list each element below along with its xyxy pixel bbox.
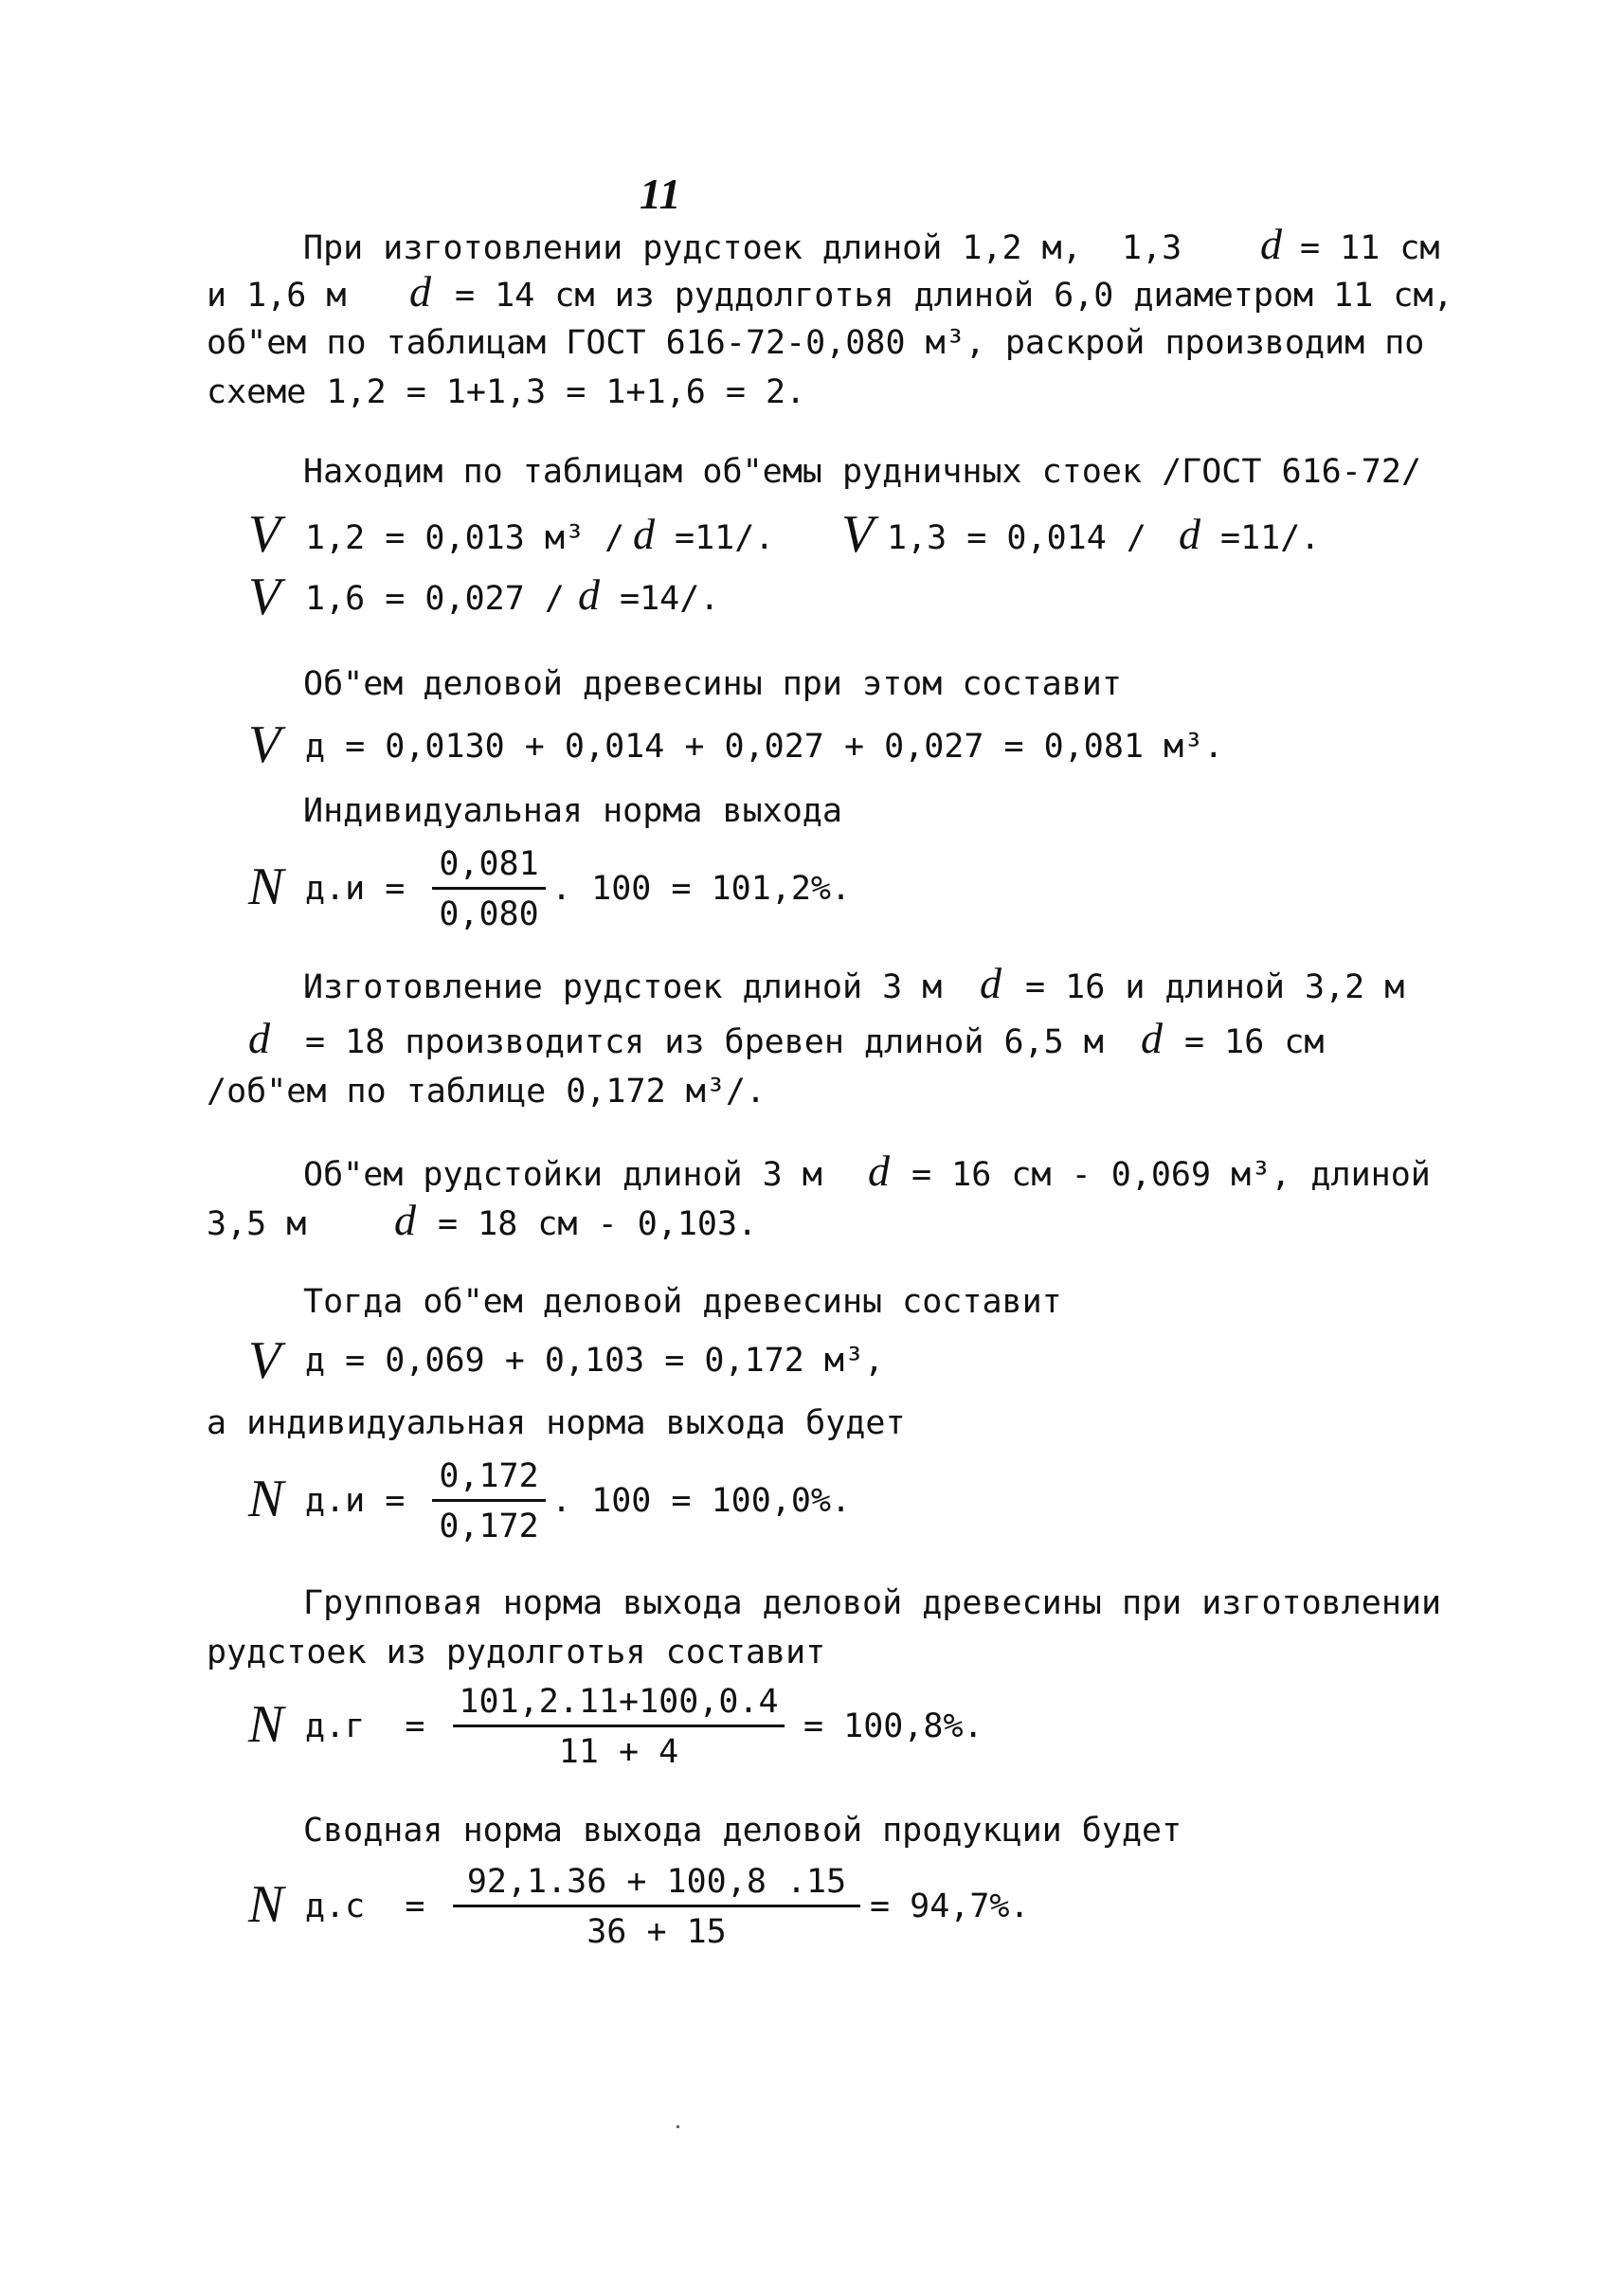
para8-label: д.г = bbox=[305, 1707, 425, 1745]
diameter-symbol: d bbox=[1141, 1014, 1163, 1062]
para1-line3: об"ем по таблицам ГОСТ 616-72-0,080 м³, раскрой производим по bbox=[207, 324, 1425, 362]
para1-line2a: и 1,6 м bbox=[207, 277, 347, 315]
norm-symbol: N bbox=[248, 858, 284, 916]
diameter-symbol: d bbox=[868, 1147, 890, 1195]
diameter-symbol: d bbox=[248, 1014, 270, 1062]
para1-line1b: = 11 см bbox=[1300, 229, 1440, 267]
para7-after: а индивидуальная норма выхода будет bbox=[207, 1404, 906, 1442]
diameter-symbol: d bbox=[1179, 510, 1200, 558]
para2-v1c: 1,3 = 0,014 / bbox=[887, 519, 1146, 557]
para8-result: = 100,8%. bbox=[803, 1707, 983, 1745]
para1-line4: схеме 1,2 = 1+1,3 = 1+1,6 = 2. bbox=[207, 373, 806, 411]
norm-symbol: N bbox=[248, 1875, 284, 1934]
para3-formula: д = 0,0130 + 0,014 + 0,027 + 0,027 = 0,081 м³. bbox=[305, 728, 1224, 766]
para7-label: д.и = bbox=[305, 1482, 406, 1520]
volume-symbol: V bbox=[248, 715, 281, 774]
fraction-numerator: 92,1.36 + 100,8 .15 bbox=[453, 1861, 860, 1907]
volume-symbol: V bbox=[248, 568, 281, 626]
volume-symbol: V bbox=[248, 1331, 281, 1390]
para2-v1d: =11/. bbox=[1220, 519, 1321, 557]
diameter-symbol: d bbox=[409, 267, 431, 316]
volume-symbol: V bbox=[841, 505, 875, 564]
para7-result: . 100 = 100,0%. bbox=[551, 1482, 852, 1520]
para5-line2b: = 16 см bbox=[1184, 1023, 1325, 1061]
para1-line1a: При изготовлении рудстоек длиной 1,2 м, 1,3 bbox=[303, 229, 1182, 267]
para6-line2b: = 18 см - 0,103. bbox=[438, 1205, 758, 1243]
diameter-symbol: d bbox=[1260, 220, 1282, 268]
para6-line2a: 3,5 м bbox=[207, 1205, 307, 1243]
fraction bbox=[432, 1455, 546, 1547]
para5-line2a: = 18 производится из бревен длиной 6,5 м bbox=[305, 1023, 1104, 1061]
scan-speck bbox=[677, 2125, 679, 2128]
norm-symbol: N bbox=[248, 1470, 284, 1528]
fraction-denominator: 0,172 bbox=[439, 1508, 539, 1545]
fraction-numerator: 0,081 bbox=[432, 843, 546, 890]
para2-v1a: 1,2 = 0,013 м³ / bbox=[305, 519, 625, 557]
para4-intro: Индивидуальная норма выхода bbox=[303, 792, 842, 830]
para2-v2b: =14/. bbox=[620, 580, 720, 618]
volume-symbol: V bbox=[248, 505, 281, 564]
para2-v2a: 1,6 = 0,027 / bbox=[305, 580, 565, 618]
para3-intro: Об"ем деловой древесины при этом составит bbox=[303, 665, 1122, 703]
diameter-symbol: d bbox=[980, 959, 1001, 1007]
fraction bbox=[432, 843, 546, 935]
para6-line1a: Об"ем рудстойки длиной 3 м bbox=[303, 1156, 822, 1194]
para9-label: д.с = bbox=[305, 1888, 425, 1925]
para1-line2b: = 14 см из руддолготья длиной 6,0 диаметром 11 см, bbox=[455, 277, 1453, 315]
fraction-denominator: 36 + 15 bbox=[586, 1913, 727, 1951]
norm-symbol: N bbox=[248, 1695, 284, 1754]
para9-intro: Сводная норма выхода деловой продукции будет bbox=[303, 1812, 1182, 1850]
para4-result: . 100 = 101,2%. bbox=[551, 870, 852, 908]
para4-label: д.и = bbox=[305, 870, 406, 908]
page-number: 11 bbox=[640, 170, 681, 218]
para2-v1b: =11/. bbox=[675, 519, 775, 557]
para7-formula: д = 0,069 + 0,103 = 0,172 м³, bbox=[305, 1342, 885, 1380]
para7-intro: Тогда об"ем деловой древесины составит bbox=[303, 1283, 1062, 1321]
para8-line1: Групповая норма выхода деловой древесины при изготовлении bbox=[303, 1584, 1442, 1622]
para2-intro: Находим по таблицам об"емы рудничных стоек /ГОСТ 616-72/ bbox=[303, 453, 1422, 491]
diameter-symbol: d bbox=[633, 510, 655, 558]
para8-line2: рудстоек из рудолготья составит bbox=[207, 1634, 826, 1671]
para5-line3: /об"ем по таблице 0,172 м³/. bbox=[207, 1073, 767, 1111]
diameter-symbol: d bbox=[394, 1196, 416, 1244]
fraction-denominator: 0,080 bbox=[439, 895, 539, 933]
para6-line1b: = 16 см - 0,069 м³, длиной bbox=[911, 1156, 1431, 1194]
fraction bbox=[453, 1681, 785, 1773]
para5-line1b: = 16 и длиной 3,2 м bbox=[1025, 968, 1405, 1006]
fraction bbox=[453, 1861, 860, 1953]
para5-line1a: Изготовление рудстоек длиной 3 м bbox=[303, 968, 943, 1006]
para9-result: = 94,7%. bbox=[870, 1888, 1030, 1925]
fraction-denominator: 11 + 4 bbox=[558, 1733, 679, 1771]
fraction-numerator: 101,2.11+100,0.4 bbox=[453, 1681, 785, 1727]
fraction-numerator: 0,172 bbox=[432, 1455, 546, 1502]
diameter-symbol: d bbox=[578, 570, 600, 619]
